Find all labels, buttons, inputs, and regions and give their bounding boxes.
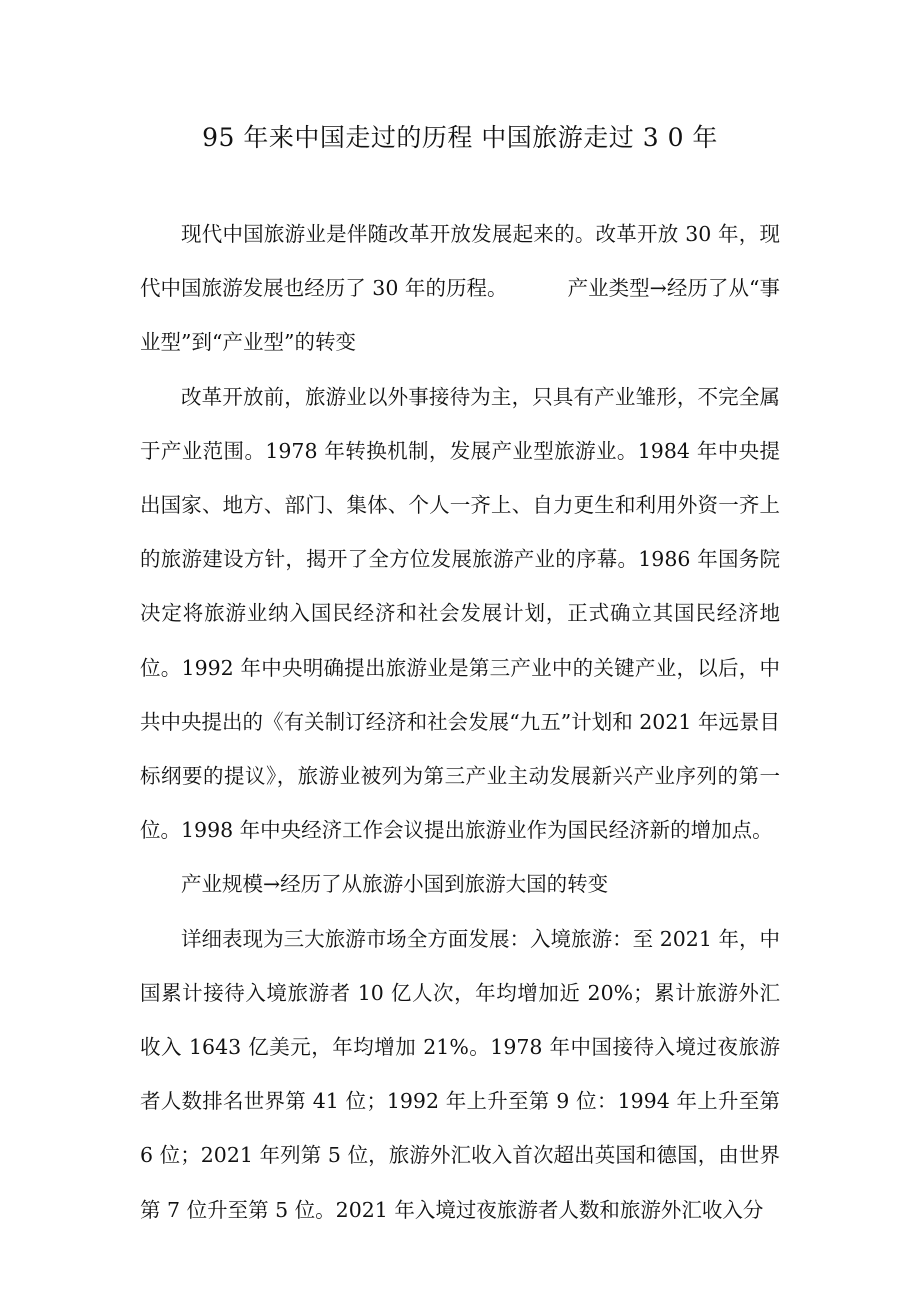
paragraph-intro-text: 现代中国旅游业是伴随改革开放发展起来的。改革开放 30 年，现代中国旅游发展也经历了 30 年的历程。 bbox=[140, 222, 780, 301]
document-title: 95 年来中国走过的历程 中国旅游走过 3 0 年 bbox=[202, 123, 718, 152]
section-heading-industry-type: 产业类型→经历了从“事业型”到“产业型”的转变 bbox=[140, 276, 780, 355]
section-heading-industry-scale: 产业规模→经历了从旅游小国到旅游大国的转变 bbox=[181, 872, 609, 897]
paragraph-market-development: 详细表现为三大旅游市场全方面发展：入境旅游：至 2021 年，中国累计接待入境旅游者 10 亿人次，年均增加近 20%；累计旅游外汇收入 1643 亿美元，年均增加 21%。1978 年中国接待入境过夜旅游者人数排名世界第 41 位；1992 年上升至第 9 位：1994 年上升至第 6 位；2021 年列第 5 位，旅游外汇收入首次超出英国和德国，由世界第 7 位升至第 5 位。2021 年入境过夜旅游者人数和旅游外汇收入分 bbox=[140, 926, 780, 1222]
paragraph-intro bbox=[140, 207, 780, 370]
paragraph-industry-history: 改革开放前，旅游业以外事接待为主，只具有产业雏形，不完全属于产业范围。1978 年转换机制，发展产业型旅游业。1984 年中央提出国家、地方、部门、集体、个人一齐上、自力更生和利用外资一齐上的旅游建设方针，揭开了全方位发展旅游产业的序幕。1986 年国务院决定将旅游业纳入国民经济和社会发展计划，正式确立其国民经济地位。1992 年中央明确提出旅游业是第三产业中的关键产业，以后，中共中央提出的《有关制订经济和社会发展“九五”计划和 2021 年远景目标纲要的提议》，旅游业被列为第三产业主动发展新兴产业序列的第一位。1998 年中央经济工作会议提出旅游业作为国民经济新的增加点。 bbox=[140, 384, 780, 843]
document-body bbox=[140, 207, 780, 1237]
